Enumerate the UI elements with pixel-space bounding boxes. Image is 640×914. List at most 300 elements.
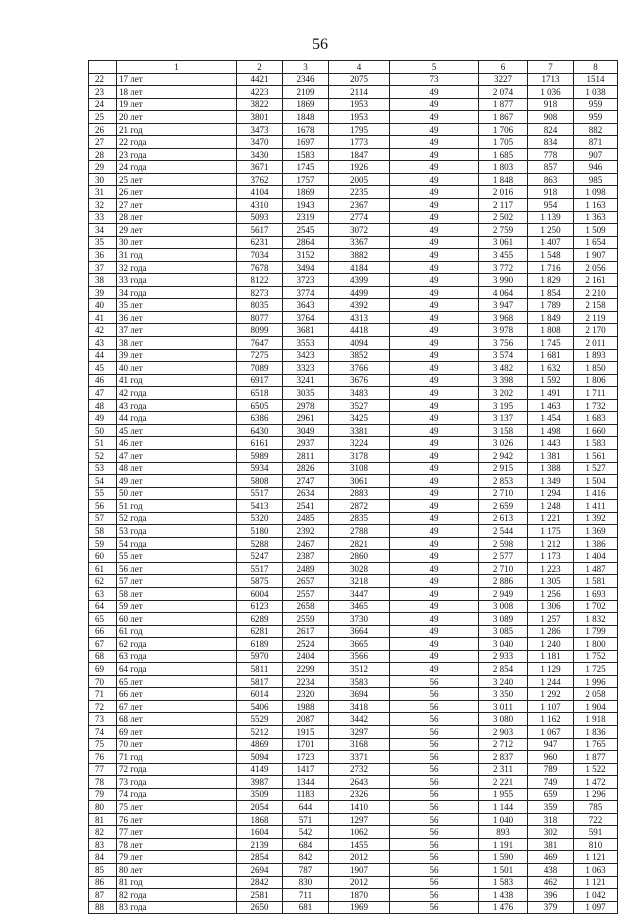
value-cell: 5970 [237,650,283,663]
table-row [89,412,618,425]
value-cell: 56 [390,876,479,889]
value-cell: 56 [390,813,479,826]
value-cell: 49 [390,550,479,563]
value-cell: 3665 [329,638,390,651]
age-label-cell: 53 года [117,525,237,538]
value-cell: 1183 [283,788,329,801]
age-label-cell: 65 лет [117,675,237,688]
value-cell: 438 [528,864,574,877]
age-label-cell: 51 год [117,500,237,513]
value-cell: 2054 [237,801,283,814]
table-row [89,638,618,651]
value-cell: 2 854 [479,663,528,676]
value-cell: 1 036 [528,86,574,99]
value-cell: 2 161 [574,274,618,287]
value-cell: 1 548 [528,249,574,262]
value-cell: 2788 [329,525,390,538]
value-cell: 2658 [283,600,329,613]
value-cell: 871 [574,136,618,149]
value-cell: 49 [390,148,479,161]
row-number-cell: 86 [89,876,117,889]
age-label-cell: 73 года [117,776,237,789]
table-row [89,901,618,914]
value-cell: 4313 [329,311,390,324]
age-label-cell: 23 года [117,148,237,161]
table-body [89,61,618,914]
age-label-cell: 67 лет [117,700,237,713]
value-cell: 49 [390,86,479,99]
value-cell: 2 210 [574,286,618,299]
value-cell: 5247 [237,550,283,563]
value-cell: 1 561 [574,449,618,462]
value-cell: 1 411 [574,500,618,513]
table-row [89,311,618,324]
age-label-cell: 75 лет [117,801,237,814]
row-number-cell: 24 [89,98,117,111]
value-cell: 56 [390,675,479,688]
value-cell: 1 693 [574,587,618,600]
value-cell: 2 759 [479,224,528,237]
value-cell: 49 [390,424,479,437]
age-label-cell: 59 лет [117,600,237,613]
value-cell: 359 [528,801,574,814]
value-cell: 1943 [283,199,329,212]
value-cell: 1915 [283,725,329,738]
value-cell: 49 [390,161,479,174]
value-cell: 3 968 [479,311,528,324]
value-cell: 1 221 [528,512,574,525]
value-cell: 2234 [283,675,329,688]
table-row [89,349,618,362]
value-cell: 7034 [237,249,283,262]
value-cell: 56 [390,713,479,726]
value-cell: 49 [390,324,479,337]
value-cell: 2387 [283,550,329,563]
value-cell: 1417 [283,763,329,776]
value-cell: 6386 [237,412,283,425]
value-cell: 1 955 [479,788,528,801]
value-cell: 8035 [237,299,283,312]
value-cell: 4149 [237,763,283,776]
value-cell: 2657 [283,575,329,588]
value-cell: 1 107 [528,700,574,713]
value-cell: 2 915 [479,462,528,475]
value-cell: 591 [574,826,618,839]
value-cell: 2883 [329,487,390,500]
value-cell: 644 [283,801,329,814]
value-cell: 49 [390,249,479,262]
age-label-cell: 29 лет [117,224,237,237]
value-cell: 49 [390,211,479,224]
value-cell: 882 [574,123,618,136]
value-cell: 1 162 [528,713,574,726]
value-cell: 49 [390,437,479,450]
value-cell: 2747 [283,475,329,488]
value-cell: 1 706 [479,123,528,136]
value-cell: 3227 [479,73,528,86]
row-number-cell: 84 [89,851,117,864]
age-label-cell: 34 года [117,286,237,299]
value-cell: 810 [574,838,618,851]
value-cell: 2774 [329,211,390,224]
table-row [89,838,618,851]
value-cell: 3241 [283,374,329,387]
value-cell: 469 [528,851,574,864]
table-row [89,98,618,111]
value-cell: 49 [390,111,479,124]
age-label-cell: 81 год [117,876,237,889]
value-cell: 3 772 [479,261,528,274]
value-cell: 2 933 [479,650,528,663]
value-cell: 3028 [329,562,390,575]
value-cell: 1 581 [574,575,618,588]
age-label-cell: 71 год [117,751,237,764]
table-row [89,700,618,713]
value-cell: 2 903 [479,725,528,738]
value-cell: 3583 [329,675,390,688]
value-cell: 787 [283,864,329,877]
value-cell: 1410 [329,801,390,814]
row-number-cell: 25 [89,111,117,124]
value-cell: 2 011 [574,337,618,350]
value-cell: 6430 [237,424,283,437]
value-cell: 1 877 [574,751,618,764]
value-cell: 1 893 [574,349,618,362]
row-number-cell: 82 [89,826,117,839]
page-number: 56 [312,36,328,53]
value-cell: 1 454 [528,412,574,425]
table-row [89,763,618,776]
value-cell: 3676 [329,374,390,387]
value-cell: 1 683 [574,412,618,425]
row-number-cell: 51 [89,437,117,450]
value-cell: 3553 [283,337,329,350]
row-number-cell: 52 [89,449,117,462]
age-label-cell: 52 года [117,512,237,525]
value-cell: 49 [390,98,479,111]
age-label-cell: 76 лет [117,813,237,826]
value-cell: 1344 [283,776,329,789]
value-cell: 3442 [329,713,390,726]
value-cell: 1 685 [479,148,528,161]
value-cell: 824 [528,123,574,136]
age-label-cell: 39 лет [117,349,237,362]
value-cell: 834 [528,136,574,149]
value-cell: 8077 [237,311,283,324]
value-cell: 5093 [237,211,283,224]
table-row [89,587,618,600]
row-number-cell: 62 [89,575,117,588]
age-label-cell: 28 лет [117,211,237,224]
value-cell: 542 [283,826,329,839]
value-cell: 1870 [329,889,390,902]
value-cell: 2694 [237,864,283,877]
value-cell: 2139 [237,838,283,851]
value-cell: 2346 [283,73,329,86]
row-number-cell: 40 [89,299,117,312]
age-label-cell: 48 лет [117,462,237,475]
value-cell: 2 158 [574,299,618,312]
value-cell: 1 212 [528,537,574,550]
header-cell: 3 [283,61,329,74]
age-label-cell: 32 года [117,261,237,274]
table-row [89,462,618,475]
value-cell: 2541 [283,500,329,513]
value-cell: 2404 [283,650,329,663]
age-label-cell: 60 лет [117,613,237,626]
header-cell: 6 [479,61,528,74]
value-cell: 2 074 [479,86,528,99]
value-cell: 49 [390,337,479,350]
age-label-cell: 33 года [117,274,237,287]
value-cell: 5413 [237,500,283,513]
value-cell: 1 681 [528,349,574,362]
value-cell: 49 [390,274,479,287]
value-cell: 1678 [283,123,329,136]
value-cell: 5406 [237,700,283,713]
value-cell: 946 [574,161,618,174]
value-cell: 2 311 [479,763,528,776]
table-header-row [89,61,618,74]
value-cell: 1062 [329,826,390,839]
value-cell: 8122 [237,274,283,287]
table-row [89,299,618,312]
value-cell: 49 [390,362,479,375]
value-cell: 749 [528,776,574,789]
value-cell: 5811 [237,663,283,676]
row-number-cell: 66 [89,625,117,638]
value-cell: 3 756 [479,337,528,350]
age-label-cell: 46 лет [117,437,237,450]
value-cell: 2 119 [574,311,618,324]
value-cell: 3367 [329,236,390,249]
value-cell: 5288 [237,537,283,550]
value-cell: 959 [574,98,618,111]
row-number-cell: 69 [89,663,117,676]
value-cell: 789 [528,763,574,776]
value-cell: 1 407 [528,236,574,249]
value-cell: 56 [390,901,479,914]
value-cell: 1953 [329,98,390,111]
value-cell: 49 [390,349,479,362]
value-cell: 49 [390,399,479,412]
value-cell: 1 877 [479,98,528,111]
value-cell: 56 [390,738,479,751]
value-cell: 1 191 [479,838,528,851]
age-label-cell: 80 лет [117,864,237,877]
value-cell: 1 250 [528,224,574,237]
value-cell: 3 137 [479,412,528,425]
value-cell: 6289 [237,613,283,626]
value-cell: 3108 [329,462,390,475]
value-cell: 3762 [237,173,283,186]
value-cell: 1 711 [574,387,618,400]
row-number-cell: 28 [89,148,117,161]
table-row [89,224,618,237]
row-number-cell: 32 [89,199,117,212]
value-cell: 3371 [329,751,390,764]
value-cell: 3 026 [479,437,528,450]
header-cell: 8 [574,61,618,74]
value-cell: 2489 [283,562,329,575]
value-cell: 1 501 [479,864,528,877]
value-cell: 1 716 [528,261,574,274]
value-cell: 2835 [329,512,390,525]
value-cell: 3 350 [479,688,528,701]
value-cell: 2826 [283,462,329,475]
age-label-cell: 18 лет [117,86,237,99]
value-cell: 1 725 [574,663,618,676]
value-cell: 3 482 [479,362,528,375]
value-cell: 5989 [237,449,283,462]
value-cell: 3 455 [479,249,528,262]
value-cell: 49 [390,537,479,550]
value-cell: 1 583 [574,437,618,450]
value-cell: 1969 [329,901,390,914]
value-cell: 6281 [237,625,283,638]
table-row [89,813,618,826]
age-label-cell: 77 лет [117,826,237,839]
value-cell: 3 195 [479,399,528,412]
value-cell: 2 598 [479,537,528,550]
value-cell: 2005 [329,173,390,186]
value-cell: 1 438 [479,889,528,902]
row-number-cell: 54 [89,475,117,488]
value-cell: 5808 [237,475,283,488]
value-cell: 2467 [283,537,329,550]
value-cell: 842 [283,851,329,864]
value-cell: 3671 [237,161,283,174]
value-cell: 4499 [329,286,390,299]
value-cell: 918 [528,98,574,111]
value-cell: 1 294 [528,487,574,500]
value-cell: 56 [390,801,479,814]
value-cell: 2 544 [479,525,528,538]
value-cell: 2 117 [479,199,528,212]
value-cell: 2367 [329,199,390,212]
value-cell: 863 [528,173,574,186]
table-row [89,148,618,161]
value-cell: 2 170 [574,324,618,337]
value-cell: 49 [390,136,479,149]
value-cell: 1 404 [574,550,618,563]
value-cell: 2087 [283,713,329,726]
value-cell: 2485 [283,512,329,525]
table-row [89,73,618,86]
value-cell: 2 710 [479,562,528,575]
value-cell: 396 [528,889,574,902]
value-cell: 1 850 [574,362,618,375]
value-cell: 1 702 [574,600,618,613]
age-label-cell: 27 лет [117,199,237,212]
value-cell: 5517 [237,487,283,500]
value-cell: 2 949 [479,587,528,600]
age-label-cell: 43 года [117,399,237,412]
table-row [89,537,618,550]
age-label-cell: 55 лет [117,550,237,563]
row-number-cell: 59 [89,537,117,550]
age-label-cell: 49 лет [117,475,237,488]
value-cell: 3681 [283,324,329,337]
age-label-cell: 24 года [117,161,237,174]
table-row [89,286,618,299]
value-cell: 2961 [283,412,329,425]
row-number-cell: 46 [89,374,117,387]
table-row [89,725,618,738]
value-cell: 302 [528,826,574,839]
value-cell: 1 854 [528,286,574,299]
value-cell: 49 [390,224,479,237]
value-cell: 2581 [237,889,283,902]
value-cell: 2 016 [479,186,528,199]
value-cell: 1604 [237,826,283,839]
value-cell: 785 [574,801,618,814]
value-cell: 907 [574,148,618,161]
value-cell: 1 789 [528,299,574,312]
value-cell: 1 504 [574,475,618,488]
header-cell: 1 [117,61,237,74]
row-number-cell: 78 [89,776,117,789]
value-cell: 3 011 [479,700,528,713]
value-cell: 56 [390,700,479,713]
table-row [89,826,618,839]
value-cell: 1 256 [528,587,574,600]
value-cell: 49 [390,525,479,538]
value-cell: 1 732 [574,399,618,412]
value-cell: 1 240 [528,638,574,651]
row-number-cell: 72 [89,700,117,713]
row-number-cell: 87 [89,889,117,902]
value-cell: 3423 [283,349,329,362]
age-label-cell: 20 лет [117,111,237,124]
value-cell: 3418 [329,700,390,713]
value-cell: 49 [390,261,479,274]
row-number-cell: 22 [89,73,117,86]
value-cell: 3664 [329,625,390,638]
row-number-cell: 44 [89,349,117,362]
row-number-cell: 48 [89,399,117,412]
value-cell: 1 296 [574,788,618,801]
value-cell: 1953 [329,111,390,124]
value-cell: 1 063 [574,864,618,877]
value-cell: 4392 [329,299,390,312]
value-cell: 3 008 [479,600,528,613]
value-cell: 681 [283,901,329,914]
age-label-cell: 58 лет [117,587,237,600]
value-cell: 857 [528,161,574,174]
value-cell: 4094 [329,337,390,350]
value-cell: 1 832 [574,613,618,626]
value-cell: 8099 [237,324,283,337]
value-cell: 1 173 [528,550,574,563]
value-cell: 49 [390,374,479,387]
value-cell: 73 [390,73,479,86]
table-row [89,111,618,124]
value-cell: 711 [283,889,329,902]
value-cell: 1907 [329,864,390,877]
value-cell: 1 527 [574,462,618,475]
value-cell: 1 765 [574,738,618,751]
age-label-cell: 62 года [117,638,237,651]
value-cell: 722 [574,813,618,826]
value-cell: 1 522 [574,763,618,776]
table-row [89,449,618,462]
value-cell: 1 476 [479,901,528,914]
row-number-cell: 65 [89,613,117,626]
value-cell: 3 089 [479,613,528,626]
row-number-cell: 76 [89,751,117,764]
value-cell: 5617 [237,224,283,237]
